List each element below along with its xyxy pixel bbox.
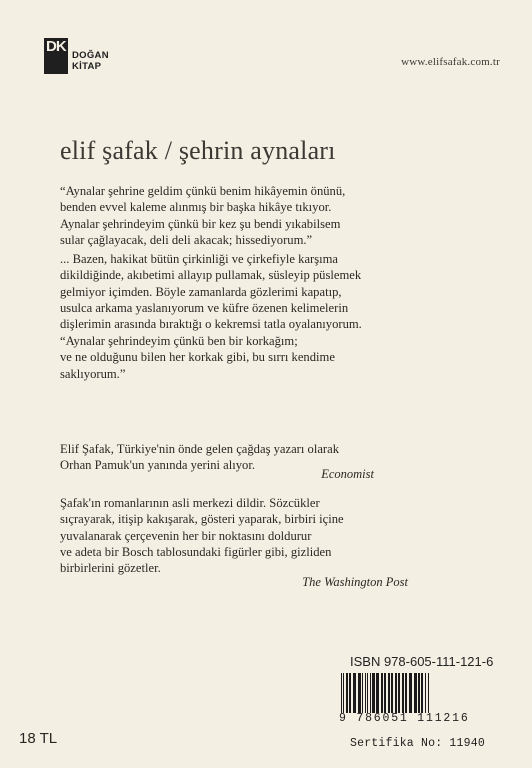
review-source-washington-post: The Washington Post	[302, 575, 408, 589]
barcode-bar	[398, 673, 400, 713]
barcode-bar	[395, 673, 397, 713]
barcode-bar	[414, 673, 417, 713]
barcode-bar	[384, 673, 386, 713]
price: 18 TL	[19, 730, 58, 747]
publisher-logo	[44, 38, 144, 78]
barcode-bar	[372, 673, 375, 713]
review-source-economist: Economist	[321, 467, 374, 481]
publisher-logo-mark: DK	[44, 38, 68, 74]
barcode-bar	[381, 673, 383, 713]
barcode-bar	[362, 673, 363, 713]
quote-line: Aynalar şehrindeyim çünkü bir kez şu bendi yıkabilsem	[60, 216, 341, 231]
quote-line: sular çağlayacak, deli deli akacak; hissediyorum.”	[60, 232, 313, 247]
barcode-bar	[376, 673, 379, 713]
publisher-name-line2: KİTAP	[72, 61, 102, 72]
quote-line: dişlerimin arasında bıraktığı o kekremsi tatla oyalanıyorum.	[60, 317, 362, 332]
barcode-bar	[358, 673, 361, 713]
barcode-bar	[349, 673, 351, 713]
barcode-bar	[388, 673, 390, 713]
barcode-bar	[346, 673, 348, 713]
barcode-bar	[405, 673, 407, 713]
barcode-bar	[421, 673, 423, 713]
quote-line: “Aynalar şehrine geldim çünkü benim hikâyemin önünü,	[60, 184, 346, 198]
review-line: Şafak'ın romanlarının asli merkezi dildir. Sözcükler	[60, 496, 320, 510]
barcode-bar	[365, 673, 366, 713]
certificate-number: Sertifika No: 11940	[350, 737, 485, 750]
review-line: birbirlerini gözetler.	[60, 561, 161, 576]
barcode-bar	[409, 673, 412, 713]
barcode-bar	[428, 673, 429, 713]
review-line: Elif Şafak, Türkiye'nin önde gelen çağdaş yazarı olarak	[60, 442, 339, 456]
quote-line: ... Bazen, hakikat bütün çirkinliği ve çirkefiyle karşıma	[60, 252, 339, 266]
quote-line: gelmiyor içimden. Böyle zamanlarda gözlerimi kapatıp,	[60, 284, 342, 299]
barcode-bar	[402, 673, 404, 713]
quote-line: saklıyorum.”	[60, 366, 126, 381]
barcode-bar	[343, 673, 344, 713]
review-line: sıçrayarak, itişip kakışarak, gösteri yaparak, birbiri içine	[60, 512, 344, 527]
barcode-bar	[425, 673, 426, 713]
review-line: yuvalanarak çerçevenin her bir noktasını doldurur	[60, 528, 312, 543]
review-line: Orhan Pamuk'un yanında yerini alıyor.	[60, 458, 255, 473]
isbn-number: ISBN 978-605-111-121-6	[350, 654, 494, 669]
quote-3	[60, 333, 460, 382]
barcode-bar	[341, 673, 342, 713]
author-website: www.elifsafak.com.tr	[401, 56, 500, 68]
quote-2	[60, 251, 460, 332]
quote-line: benden evvel kaleme alınmış bir başka hikâye tıkıyor.	[60, 200, 332, 215]
review-washington-post	[60, 495, 460, 576]
barcode-bar	[418, 673, 420, 713]
barcode-bar	[391, 673, 393, 713]
barcode-digits: 9 786051 111216	[339, 712, 470, 725]
quote-line: ve ne olduğunu bilen her korkak gibi, bu sırrı kendime	[60, 350, 335, 365]
quote-1	[60, 183, 460, 248]
quote-line: “Aynalar şehrindeyim çünkü ben bir korkağım;	[60, 334, 298, 348]
review-line: ve adeta bir Bosch tablosundaki figürler gibi, gizliden	[60, 544, 332, 559]
barcode-bar	[367, 673, 368, 713]
book-title: elif şafak / şehrin aynaları	[60, 136, 336, 165]
review-economist	[60, 441, 460, 474]
publisher-name-line1: DOĞAN	[72, 50, 109, 61]
barcode-bar	[353, 673, 356, 713]
quote-line: dikildiğinde, akıbetimi allayıp pullamak, süsleyip püslemek	[60, 268, 362, 283]
barcode	[339, 673, 499, 713]
quote-line: usulca arkama yaslanıyorum ve küfre özenen kelimelerin	[60, 300, 349, 315]
barcode-bar	[370, 673, 371, 713]
